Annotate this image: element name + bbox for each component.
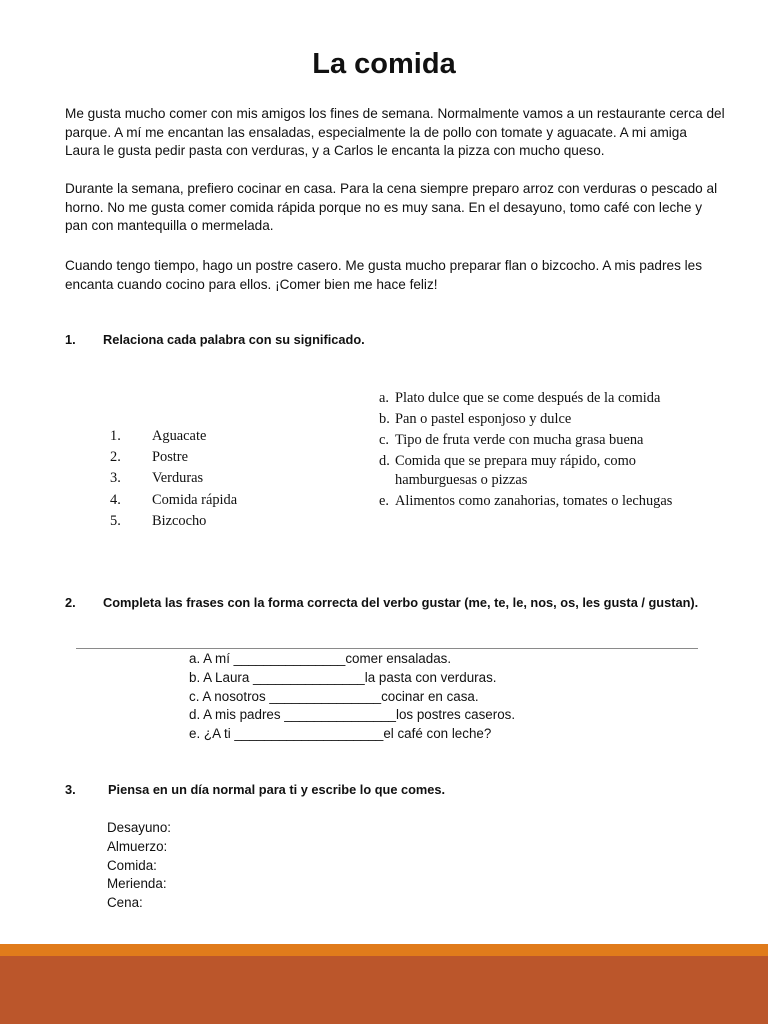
word-number: 3. (110, 470, 121, 487)
question-1-number: 1. (65, 332, 76, 347)
meal-label-almuerzo: Almuerzo: (107, 838, 168, 854)
word-text: Aguacate (152, 428, 207, 444)
footer-accent-stripe (0, 944, 768, 956)
meal-label-merienda: Merienda: (107, 876, 167, 892)
definition-list (379, 389, 679, 513)
fill-in-sentence: d. A mis padres _______________los postres caseros. (189, 707, 516, 723)
fill-in-sentence: a. A mí _______________comer ensaladas. (189, 651, 452, 666)
word-number: 4. (110, 491, 121, 508)
word-number: 5. (110, 512, 121, 529)
definition-text: Plato dulce que se come después de la comida (395, 390, 661, 406)
word-number: 1. (110, 428, 121, 444)
question-3-number: 3. (65, 782, 76, 797)
definition-item (379, 431, 679, 450)
question-3-text: Piensa en un día normal para ti y escribe lo que comes. (108, 782, 446, 797)
definition-letter: d. (379, 453, 390, 469)
definition-text: Pan o pastel esponjoso y dulce (395, 411, 572, 427)
page-title: La comida (312, 48, 456, 80)
definition-letter: b. (379, 411, 390, 427)
fill-in-sentence: b. A Laura _______________la pasta con verduras. (189, 669, 497, 685)
question-1-text: Relaciona cada palabra con su significado. (103, 332, 365, 347)
word-text: Bizcocho (152, 512, 207, 529)
reading-paragraph-3: Cuando tengo tiempo, hago un postre casero. Me gusta mucho preparar flan o bizcocho. A mis padres les encanta cuando cocino para ellos. ¡Comer bien me hace feliz! (65, 258, 703, 292)
definition-letter: a. (379, 390, 389, 406)
reading-paragraph-2: Durante la semana, prefiero cocinar en casa. Para la cena siempre preparo arroz con verduras o pescado al horno. No me gusta comer comida rápida porque no es muy sana. En el desayuno, tomo café con leche y pan con mantequilla o mermelada. (65, 181, 718, 234)
meal-label-desayuno: Desayuno: (107, 820, 172, 835)
definition-item (379, 410, 679, 429)
footer-band (0, 956, 768, 1024)
definition-item (379, 389, 679, 408)
word-number: 2. (110, 449, 121, 466)
definition-item (379, 492, 679, 511)
divider-line (76, 648, 698, 649)
definition-letter: e. (379, 492, 389, 509)
fill-in-sentences (189, 650, 515, 744)
question-2-text: Completa las frases con la forma correcta del verbo gustar (me, te, le, nos, os, les gusta / gustan). (103, 595, 699, 610)
definition-text: Alimentos como zanahorias, tomates o lechugas (395, 492, 673, 509)
definition-letter: c. (379, 432, 389, 448)
definition-text: Comida que se prepara muy rápido, como hamburguesas o pizzas (395, 453, 636, 488)
question-2-number: 2. (65, 595, 76, 610)
word-text: Verduras (152, 470, 204, 487)
meal-label-cena: Cena: (107, 895, 143, 911)
definition-text: Tipo de fruta verde con mucha grasa buena (395, 432, 644, 448)
word-text: Postre (152, 449, 188, 466)
meal-list (107, 819, 171, 913)
definition-item (379, 452, 679, 489)
meal-label-comida: Comida: (107, 857, 157, 873)
fill-in-sentence: e. ¿A ti ____________________el café con leche? (189, 726, 492, 742)
reading-paragraph-1: Me gusta mucho comer con mis amigos los fines de semana. Normalmente vamos a un restaurante cerca del parque. A mí me encantan las ensaladas, especialmente la de pollo con tomate y aguacate. A mi amiga Laura le gusta pedir pasta con verduras, y a Carlos le encanta la pizza con mucho queso. (65, 106, 725, 159)
fill-in-sentence: c. A nosotros _______________cocinar en casa. (189, 688, 479, 704)
word-text: Comida rápida (152, 491, 238, 508)
